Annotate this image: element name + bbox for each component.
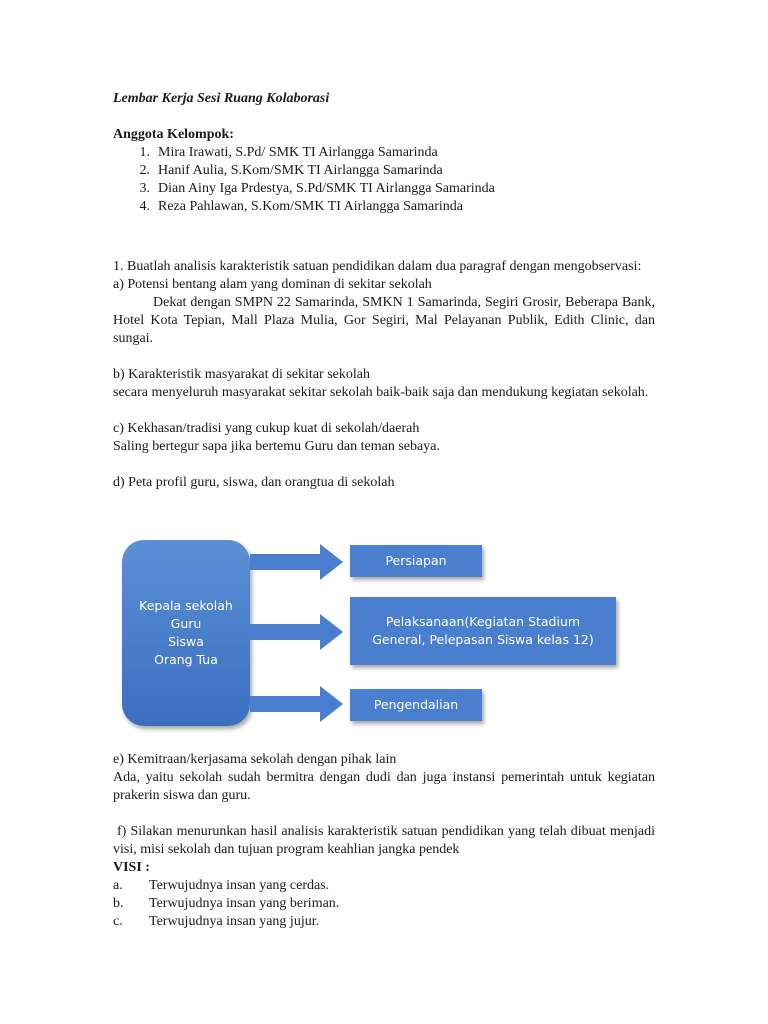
section-c-label: c) Kekhasan/tradisi yang cukup kuat di sekolah/daerah (113, 421, 420, 436)
list-item: 4. Reza Pahlawan, S.Kom/SMK TI Airlangga Samarinda (139, 199, 463, 214)
document-body (113, 90, 655, 492)
section-a-label: a) Potensi bentang alam yang dominan di sekitar sekolah (113, 277, 432, 292)
visi-heading: VISI : (113, 860, 150, 875)
list-item: 3. Dian Ainy Iga Prdestya, S.Pd/SMK TI Airlangga Samarinda (139, 181, 495, 196)
members-list (113, 144, 655, 216)
section-e-label: e) Kemitraan/kerjasama sekolah dengan pihak lain (113, 752, 397, 767)
section-f-text: f) Silakan menurunkan hasil analisis karakteristik satuan pendidikan yang telah dibuat menjadi visi, misi sekolah dan tujuan program keahlian jangka pendek (113, 824, 655, 857)
box-pelaksanaan: Pelaksanaan(Kegiatan Stadium General, Pelepasan Siswa kelas 12) (350, 597, 616, 665)
section-e-text: Ada, yaitu sekolah sudah bermitra dengan dudi dan juga instansi pemerintah untuk kegiatan prakerin siswa dan guru. (113, 770, 655, 803)
list-item: 2. Hanif Aulia, S.Kom/SMK TI Airlangga Samarinda (139, 163, 443, 178)
arrow-right-icon (250, 612, 345, 652)
section-b-text: secara menyeluruh masyarakat sekitar sekolah baik-baik saja dan mendukung kegiatan sekolah. (113, 385, 649, 400)
document-body-lower (113, 751, 655, 931)
section-a-text: Dekat dengan SMPN 22 Samarinda, SMKN 1 Samarinda, Segiri Grosir, Beberapa Bank, Hotel Kota Tepian, Mall Plaza Mulia, Gor Segiri, Mal Pelayanan Publik, Edith Clinic, dan sungai. (113, 295, 655, 346)
members-heading: Anggota Kelompok: (113, 127, 234, 142)
section-d-label: d) Peta profil guru, siswa, dan orangtua di sekolah (113, 475, 395, 490)
list-item: c. Terwujudnya insan yang jujur. (113, 914, 320, 929)
arrow-right-icon (250, 542, 345, 582)
arrow-right-icon (250, 684, 345, 724)
document-title: Lembar Kerja Sesi Ruang Kolaborasi (113, 91, 330, 106)
question-1: 1. Buatlah analisis karakteristik satuan pendidikan dalam dua paragraf dengan mengobservasi: (113, 259, 642, 274)
center-box: Kepala sekolah Guru Siswa Orang Tua (122, 540, 250, 726)
profile-diagram (120, 536, 620, 728)
list-item: 1. Mira Irawati, S.Pd/ SMK TI Airlangga Samarinda (139, 145, 438, 160)
section-b-label: b) Karakteristik masyarakat di sekitar sekolah (113, 367, 370, 382)
box-persiapan: Persiapan (350, 545, 482, 577)
box-pengendalian: Pengendalian (350, 689, 482, 721)
section-c-text: Saling bertegur sapa jika bertemu Guru dan teman sebaya. (113, 439, 440, 454)
list-item: a. Terwujudnya insan yang cerdas. (113, 878, 330, 893)
list-item: b. Terwujudnya insan yang beriman. (113, 896, 340, 911)
